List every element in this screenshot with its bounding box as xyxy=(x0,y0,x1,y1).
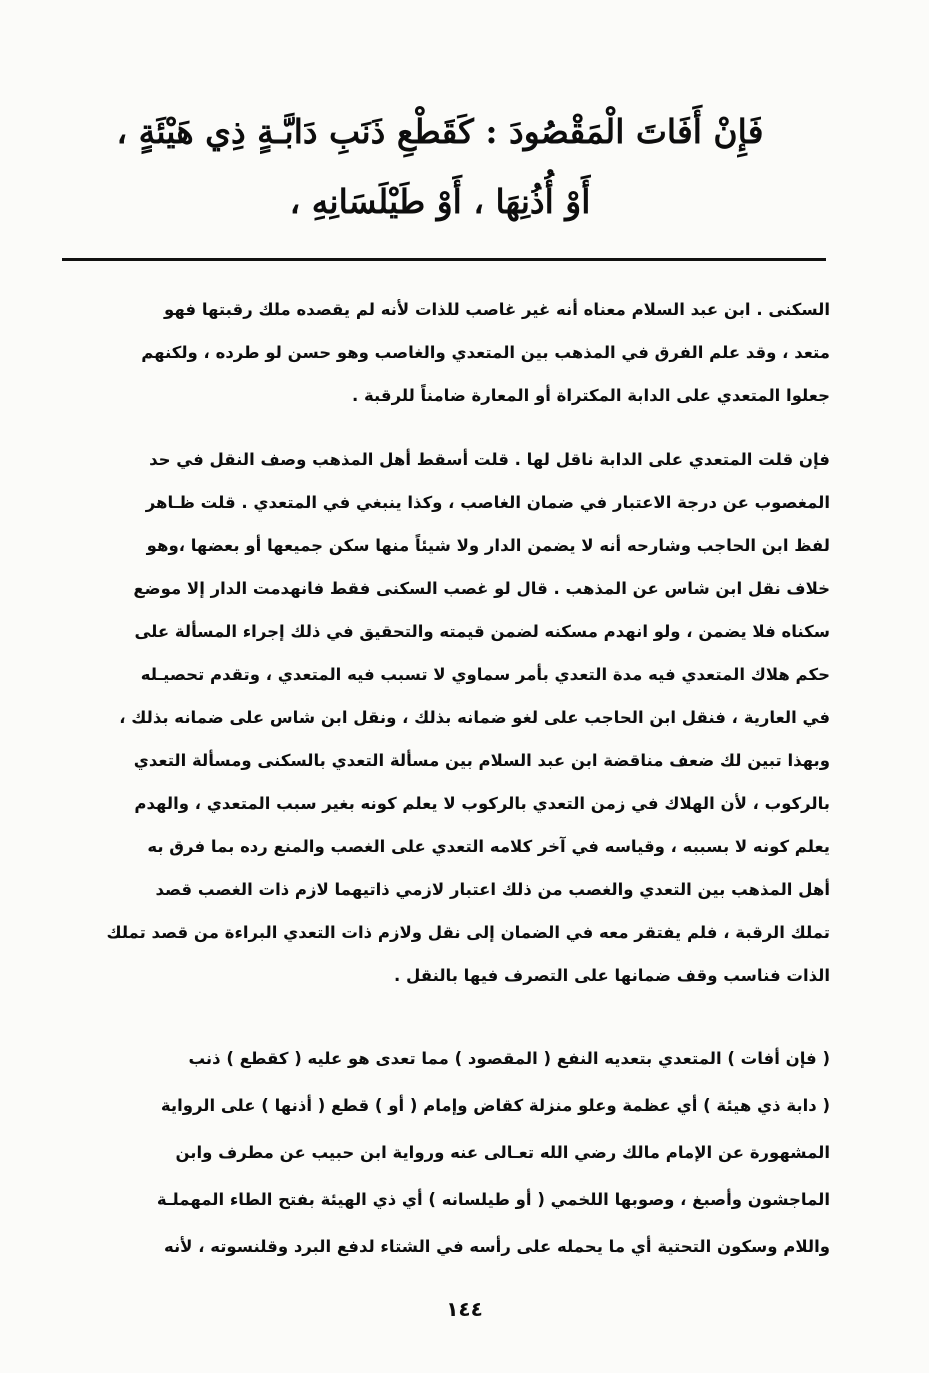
commentary-paragraph-1 xyxy=(60,288,830,417)
text-line: السكنى . ابن عبد السلام معناه أنه غير غاصب للذات لأنه لم يقصده ملك رقبتها فهو xyxy=(164,300,830,319)
text-line: حكم هلاك المتعدي فيه مدة التعدي بأمر سماوي لا تسبب فيه المتعدي ، وتقدم تحصيـله xyxy=(140,665,830,684)
text-line: واللام وسكون التحتية أي ما يحمله على رأسه في الشتاء لدفع البرد وقلنسوته ، لأنه xyxy=(163,1237,830,1256)
text-line: سكناه فلا يضمن ، ولو انهدم مسكنه لضمن قيمته والتحقيق في ذلك إجراء المسألة على xyxy=(134,622,830,641)
matn-line-1: فَإِنْ أَفَاتَ الْمَقْصُودَ : كَقَطْعِ ذَنَبِ دَابَّـةٍ ذِي هَيْئَةٍ ، xyxy=(116,112,764,151)
text-line: يعلم كونه لا بسببه ، وقياسه في آخر كلامه التعدي على الغصب والمنع رده بما فرق به xyxy=(147,837,830,856)
text-line: متعد ، وقد علم الفرق في المذهب بين المتعدي والغاصب وهو حسن لو طرده ، ولكنهم xyxy=(141,343,830,362)
text-line: في العارية ، فنقل ابن الحاجب على لغو ضمانه بذلك ، ونقل ابن شاس على ضمانه بذلك ، xyxy=(119,708,830,727)
text-line: الماجشون وأصبغ ، وصوبها اللخمي ( أو طيلسانه ) أي ذي الهيئة بفتح الطاء المهملـة xyxy=(156,1190,830,1209)
commentary-paragraph-2 xyxy=(60,438,830,997)
text-line: فإن قلت المتعدي على الدابة ناقل لها . قلت أسقط أهل المذهب وصف النقل في حد xyxy=(149,450,830,469)
text-line: الذات فناسب وقف ضمانها على التصرف فيها بالنقل . xyxy=(394,966,830,985)
text-line: جعلوا المتعدي على الدابة المكتراة أو المعارة ضامناً للرقبة . xyxy=(352,386,830,405)
separator-rule xyxy=(62,258,826,261)
text-line: المشهورة عن الإمام مالك رضي الله تعـالى عنه ورواية ابن حبيب عن مطرف وابن xyxy=(175,1143,830,1162)
text-line: ( فإن أفات ) المتعدي بتعديه النفع ( المقصود ) مما تعدى هو عليه ( كقطع ) ذنب xyxy=(188,1049,830,1068)
page-number: ١٤٤ xyxy=(446,1297,483,1321)
text-line: خلاف نقل ابن شاس عن المذهب . قال لو غصب السكنى فقط فانهدمت الدار إلا موضع xyxy=(133,579,830,598)
commentary-paragraph-3 xyxy=(60,1035,830,1270)
text-line: وبهذا تبين لك ضعف مناقضة ابن عبد السلام بين مسألة التعدي بالسكنى ومسألة التعدي xyxy=(133,751,830,770)
matn-line-2: أَوْ أُذُنِهَا ، أَوْ طَيْلَسَانِهِ ، xyxy=(289,182,591,221)
text-line: أهل المذهب بين التعدي والغصب من ذلك اعتبار لازمي ذاتيهما لازم ذات الغصب قصد xyxy=(155,880,830,899)
text-line: بالركوب ، لأن الهلاك في زمن التعدي بالركوب لا يعلم كونه بغير سبب المتعدي ، والهدم xyxy=(134,794,830,813)
text-line: تملك الرقبة ، فلم يفتقر معه في الضمان إلى نقل ولازم ذات التعدي البراءة من قصد تملك xyxy=(106,923,830,942)
text-line: ( دابة ذي هيئة ) أي عظمة وعلو منزلة كقاض وإمام ( أو ) قطع ( أذنها ) على الرواية xyxy=(160,1096,830,1115)
matn-heading xyxy=(60,110,820,250)
text-line: لفظ ابن الحاجب وشارحه أنه لا يضمن الدار ولا شيئاً منها سكن جميعها أو بعضها ،وهو xyxy=(146,536,830,555)
text-line: المغصوب عن درجة الاعتبار في ضمان الغاصب ، وكذا ينبغي في المتعدي . قلت ظـاهر xyxy=(145,493,830,512)
